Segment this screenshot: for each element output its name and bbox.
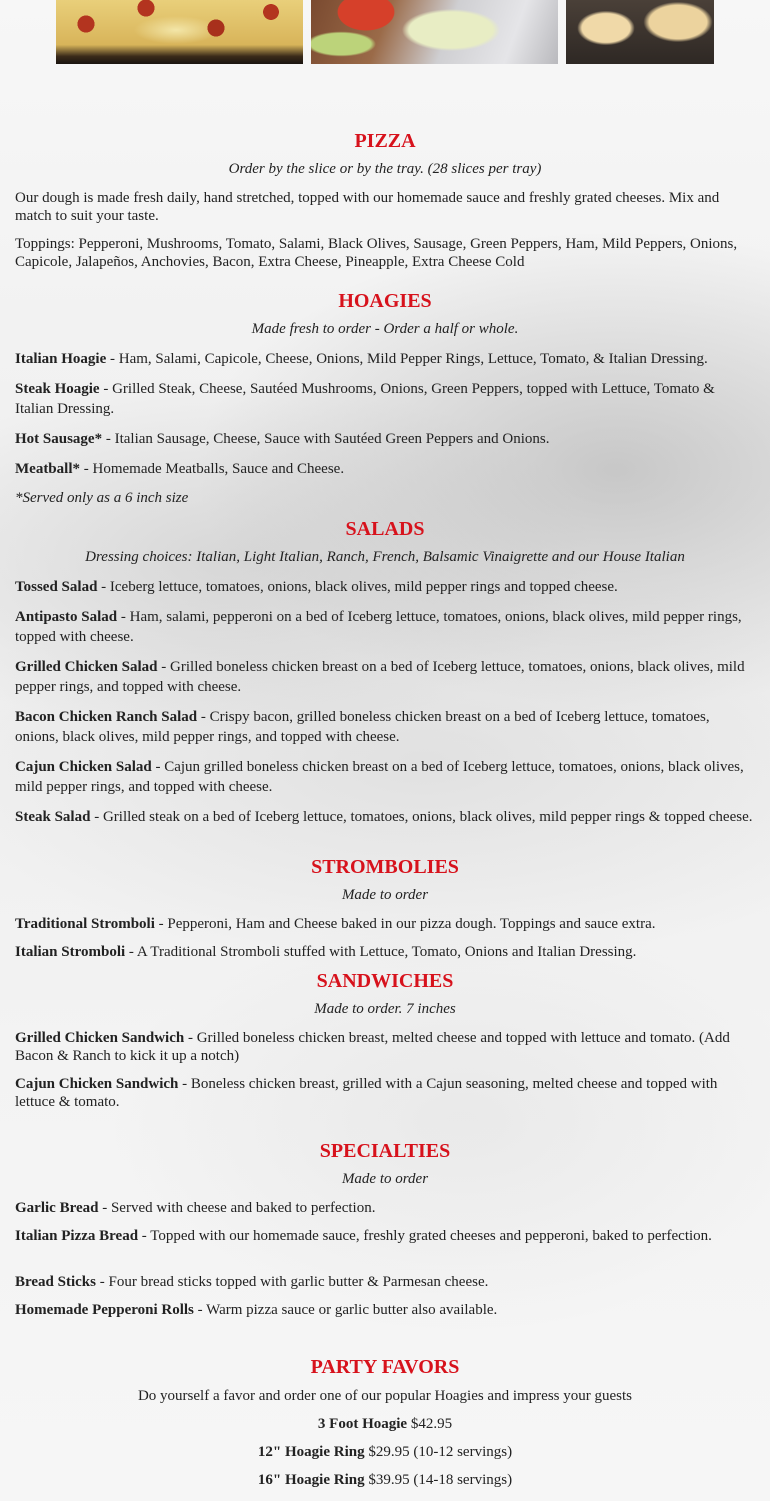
item-name: 3 Foot Hoagie bbox=[317, 1416, 408, 1432]
item-desc: - Homemade Meatballs, Sauce and Cheese. bbox=[80, 461, 345, 477]
item-desc: - Crispy bacon, grilled boneless chicken breast on a bed of Iceberg lettuce, tomatoes, onions, black olives, mild pepper rings, and topped with cheese. bbox=[15, 709, 710, 745]
stromboli-photo bbox=[566, 0, 714, 64]
hoagie-photo bbox=[311, 0, 558, 64]
item-name: 12" Hoagie Ring bbox=[257, 1444, 365, 1460]
item-desc: - Ham, salami, pepperoni on a bed of Iceberg lettuce, tomatoes, onions, black olives, mild pepper rings, topped with cheese. bbox=[15, 609, 742, 645]
party-favors-title: PARTY FAVORS bbox=[310, 1356, 460, 1378]
menu-item bbox=[15, 807, 755, 827]
pizza-title: PIZZA bbox=[354, 130, 416, 152]
hoagies-note: *Served only as a 6 inch size bbox=[15, 490, 189, 506]
strombolies-subtitle: Made to order bbox=[341, 887, 429, 903]
item-name: Italian Hoagie bbox=[15, 351, 107, 367]
item-price: $39.95 (14-18 servings) bbox=[364, 1472, 513, 1488]
menu-item bbox=[15, 607, 755, 647]
strombolies-title: STROMBOLIES bbox=[311, 856, 459, 878]
menu-item bbox=[15, 657, 755, 697]
item-name: Bread Sticks bbox=[15, 1274, 96, 1290]
item-price: $42.95 bbox=[407, 1416, 453, 1432]
item-name: Garlic Bread bbox=[15, 1200, 99, 1216]
item-desc: - Grilled Steak, Cheese, Sautéed Mushrooms, Onions, Green Peppers, topped with Lettuce, Tomato & Italian Dressing. bbox=[15, 381, 715, 417]
menu-item bbox=[15, 429, 755, 449]
menu-item bbox=[15, 459, 755, 479]
menu-item bbox=[15, 349, 755, 369]
menu-item bbox=[15, 577, 755, 597]
item-desc: - Ham, Salami, Capicole, Cheese, Onions, Mild Pepper Rings, Lettuce, Tomato, & Italian Dressing. bbox=[106, 351, 708, 367]
item-name: Grilled Chicken Sandwich bbox=[15, 1030, 185, 1046]
hoagies-title: HOAGIES bbox=[338, 290, 432, 312]
item-price: $29.95 (10-12 servings) bbox=[364, 1444, 513, 1460]
salads-subtitle: Dressing choices: Italian, Light Italian, Ranch, French, Balsamic Vinaigrette and our House Italian bbox=[85, 549, 685, 565]
item-desc: - Cajun grilled boneless chicken breast on a bed of Iceberg lettuce, tomatoes, onions, black olives, mild pepper rings, and topped with cheese. bbox=[15, 759, 744, 795]
pizza-subtitle: Order by the slice or by the tray. (28 slices per tray) bbox=[228, 161, 542, 177]
item-desc: - Grilled steak on a bed of Iceberg lettuce, tomatoes, onions, black olives, mild pepper rings & topped cheese. bbox=[90, 809, 753, 825]
item-name: Steak Hoagie bbox=[15, 381, 100, 397]
hoagies-subtitle: Made fresh to order - Order a half or whole. bbox=[251, 321, 519, 337]
item-name: Italian Stromboli bbox=[15, 944, 126, 960]
party-item bbox=[15, 1471, 755, 1489]
item-desc: - Pepperoni, Ham and Cheese baked in our pizza dough. Toppings and sauce extra. bbox=[154, 916, 656, 932]
menu-item bbox=[15, 1029, 755, 1065]
menu-item bbox=[15, 379, 755, 419]
item-name: 16" Hoagie Ring bbox=[257, 1472, 365, 1488]
item-name: Antipasto Salad bbox=[15, 609, 118, 625]
menu-item bbox=[15, 757, 755, 797]
sandwiches-subtitle: Made to order. 7 inches bbox=[314, 1001, 456, 1017]
specialties-subtitle: Made to order bbox=[341, 1171, 429, 1187]
pizza-toppings: Toppings: Pepperoni, Mushrooms, Tomato, Salami, Black Olives, Sausage, Green Peppers, Ham, Mild Peppers, Onions, Capicole, Jalapeños, Anchovies, Bacon, Extra Cheese, Pineapple, Extra Cheese Cold bbox=[15, 236, 738, 270]
item-name: Homemade Pepperoni Rolls bbox=[15, 1302, 194, 1318]
menu-item bbox=[15, 914, 755, 934]
pizza-description: Our dough is made fresh daily, hand stretched, topped with our homemade sauce and freshly grated cheeses. Mix and match to suit your taste. bbox=[15, 190, 720, 224]
specialties-title: SPECIALTIES bbox=[319, 1140, 451, 1162]
menu-item bbox=[15, 942, 755, 962]
sandwiches-title: SANDWICHES bbox=[316, 970, 454, 992]
item-name: Cajun Chicken Sandwich bbox=[15, 1076, 179, 1092]
item-desc: - Grilled boneless chicken breast on a bed of Iceberg lettuce, tomatoes, onions, black olives, mild pepper rings, and topped with cheese. bbox=[15, 659, 745, 695]
pizza-photo bbox=[56, 0, 303, 64]
party-item bbox=[15, 1415, 755, 1433]
salads-title: SALADS bbox=[345, 518, 425, 540]
menu-item bbox=[15, 1075, 755, 1111]
item-name: Steak Salad bbox=[15, 809, 91, 825]
item-desc: - Warm pizza sauce or garlic butter also available. bbox=[193, 1302, 498, 1318]
item-desc: - Topped with our homemade sauce, freshly grated cheeses and pepperoni, baked to perfection. bbox=[138, 1228, 712, 1244]
item-name: Traditional Stromboli bbox=[15, 916, 155, 932]
item-name: Hot Sausage* bbox=[15, 431, 103, 447]
item-name: Grilled Chicken Salad bbox=[15, 659, 158, 675]
menu-item bbox=[15, 1273, 755, 1291]
item-desc: - Served with cheese and baked to perfection. bbox=[98, 1200, 376, 1216]
item-desc: - Italian Sausage, Cheese, Sauce with Sautéed Green Peppers and Onions. bbox=[102, 431, 550, 447]
item-name: Italian Pizza Bread bbox=[15, 1228, 139, 1244]
item-desc: - Grilled boneless chicken breast, melted cheese and topped with lettuce and tomato. (Add Bacon & Ranch to kick it up a notch) bbox=[15, 1030, 730, 1064]
party-item bbox=[15, 1443, 755, 1461]
item-desc: - Four bread sticks topped with garlic butter & Parmesan cheese. bbox=[95, 1274, 489, 1290]
item-desc: - Iceberg lettuce, tomatoes, onions, black olives, mild pepper rings and topped cheese. bbox=[97, 579, 618, 595]
menu-item bbox=[15, 1227, 755, 1245]
item-desc: - Boneless chicken breast, grilled with a Cajun seasoning, melted cheese and topped with lettuce & tomato. bbox=[15, 1076, 718, 1110]
item-desc: - A Traditional Stromboli stuffed with Lettuce, Tomato, Onions and Italian Dressing. bbox=[125, 944, 637, 960]
menu-item bbox=[15, 707, 755, 747]
item-name: Tossed Salad bbox=[15, 579, 98, 595]
party-favors-subtitle: Do yourself a favor and order one of our popular Hoagies and impress your guests bbox=[137, 1388, 633, 1404]
item-name: Cajun Chicken Salad bbox=[15, 759, 152, 775]
menu-item bbox=[15, 1301, 755, 1319]
menu-item bbox=[15, 1199, 755, 1217]
item-name: Meatball* bbox=[15, 461, 80, 477]
item-name: Bacon Chicken Ranch Salad bbox=[15, 709, 198, 725]
